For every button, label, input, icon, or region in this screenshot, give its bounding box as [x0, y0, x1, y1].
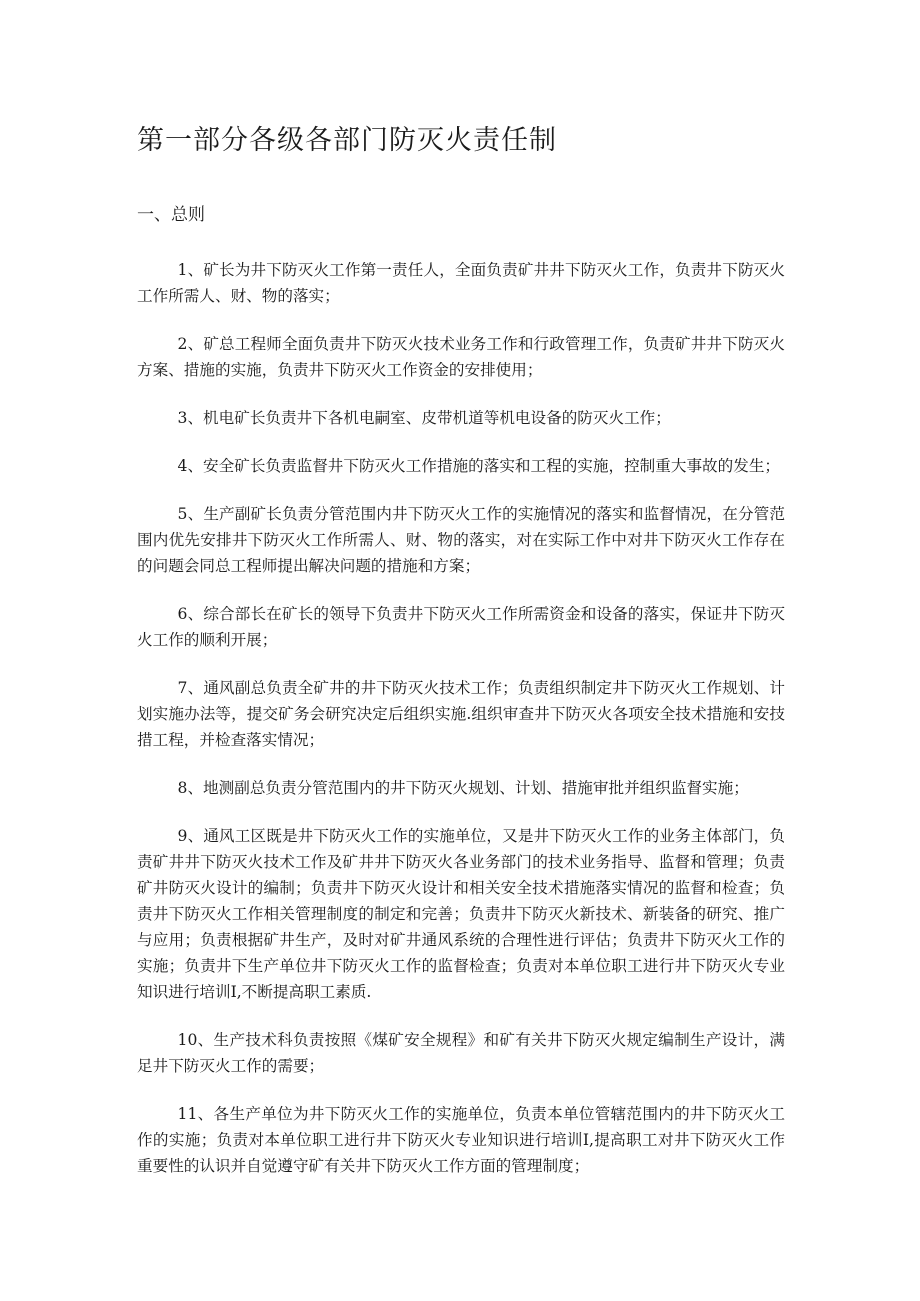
paragraph-1: 1、矿长为井下防灭火工作第一责任人，全面负责矿井井下防灭火工作，负责井下防灭火工作所需人、财、物的落实；: [137, 261, 785, 305]
paragraph-10: 10、生产技术科负责按照《煤矿安全规程》和矿有关井下防灭火规定编制生产设计，满足井下防灭火工作的需要；: [137, 1031, 785, 1075]
paragraph-3: 3、机电矿长负责井下各机电嗣室、皮带机道等机电设备的防灭火工作；: [177, 409, 671, 427]
paragraph-6: 6、综合部长在矿长的领导下负责井下防灭火工作所需资金和设备的落实，保证井下防灭火工作的顺利开展；: [137, 605, 785, 649]
document-body: [137, 257, 785, 1201]
paragraph-5: 5、生产副矿长负责分管范围内井下防灭火工作的实施情况的落实和监督情况，在分管范围内优先安排井下防灭火工作所需人、财、物的落实，对在实际工作中对井下防灭火工作存在的问题会同总工程师提出解决问题的措施和方案；: [137, 505, 785, 575]
paragraph-7: 7、通风副总负责全矿井的井下防灭火技术工作；负责组织制定井下防灭火工作规划、计划实施办法等，提交矿务会研究决定后组织实施.组织审查井下防灭火各项安全技术措施和安技措工程，并检查落实情况；: [137, 679, 785, 749]
document-title: 第一部分各级各部门防灭火责任制: [137, 125, 557, 156]
section-heading: 一、总则: [137, 205, 205, 225]
paragraph-2: 2、矿总工程师全面负责井下防灭火技术业务工作和行政管理工作，负责矿井井下防灭火方案、措施的实施，负责井下防灭火工作资金的安排使用；: [137, 335, 785, 379]
paragraph-11: 11、各生产单位为井下防灭火工作的实施单位，负责本单位管辖范围内的井下防灭火工作的实施；负责对本单位职工进行井下防灭火专业知识进行培训I,提高职工对井下防灭火工作重要性的认识并自觉遵守矿有关井下防灭火工作方面的管理制度；: [137, 1105, 785, 1175]
paragraph-9: 9、通风工区既是井下防灭火工作的实施单位，又是井下防灭火工作的业务主体部门，负责矿井井下防灭火技术工作及矿井井下防灭火各业务部门的技术业务指导、监督和管理；负责矿井防灭火设计的编制；负责井下防灭火设计和相关安全技术措施落实情况的监督和检查；负责井下防灭火工作相关管理制度的制定和完善；负责井下防灭火新技术、新装备的研究、推广与应用；负责根据矿井生产，及时对矿井通风系统的合理性进行评估；负责井下防灭火工作的实施；负责井下生产单位井下防灭火工作的监督检查；负责对本单位职工进行井下防灭火专业知识进行培训I,不断提高职工素质.: [137, 827, 785, 1001]
paragraph-4: 4、安全矿长负责监督井下防灭火工作措施的落实和工程的实施，控制重大事故的发生；: [177, 457, 781, 475]
paragraph-8: 8、地测副总负责分管范围内的井下防灭火规划、计划、措施审批并组织监督实施；: [177, 779, 749, 797]
